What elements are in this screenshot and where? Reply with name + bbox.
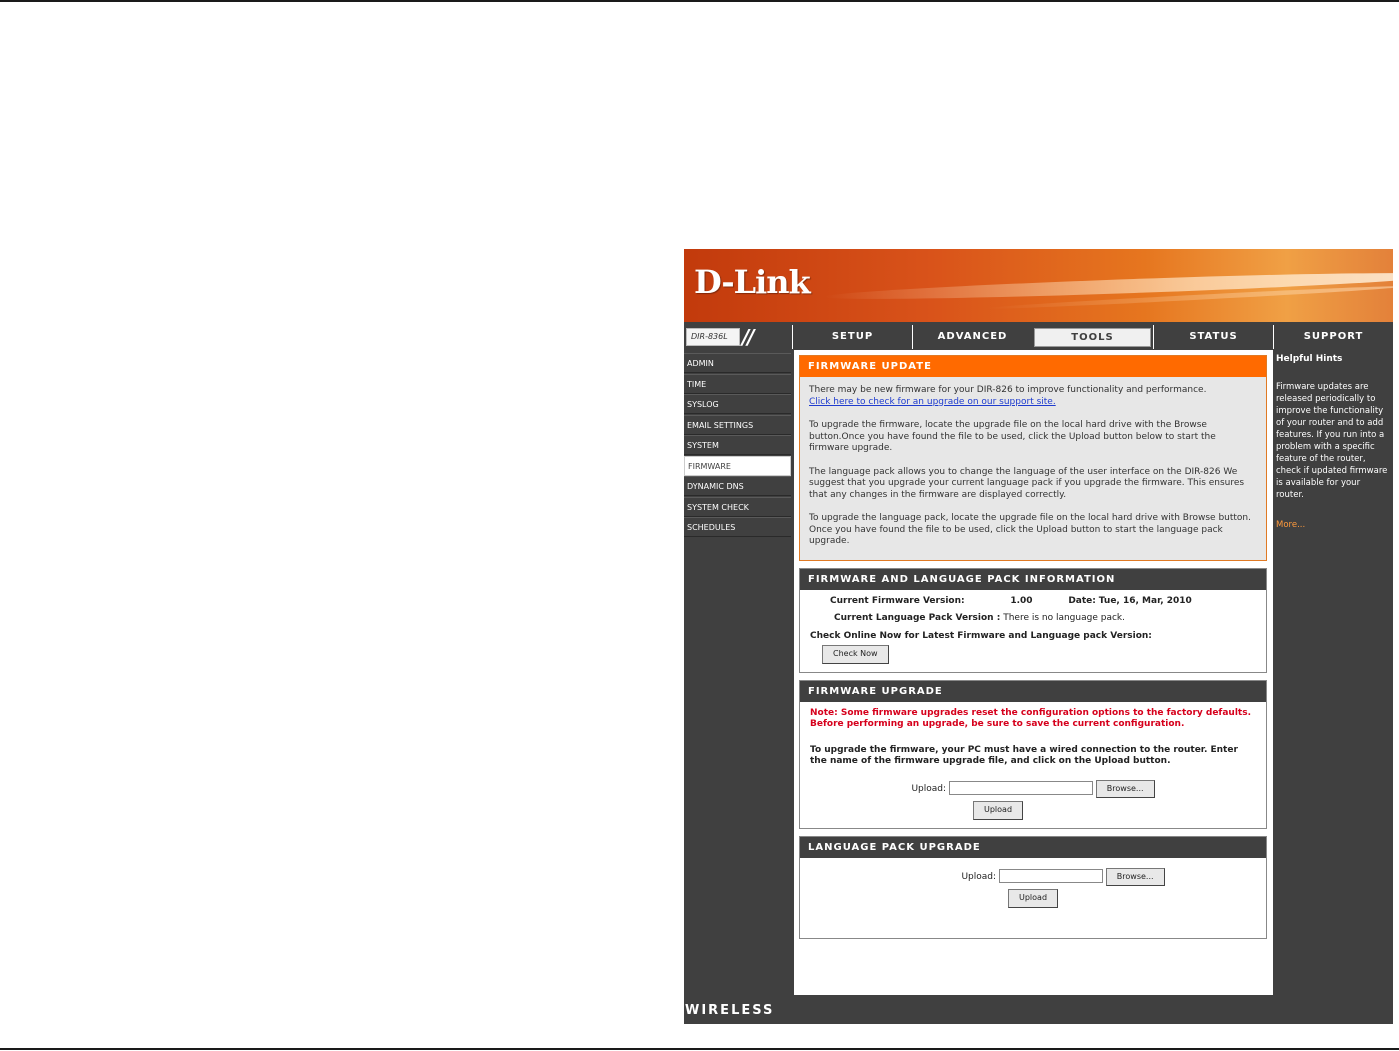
firmware-version-label: Current Firmware Version:	[830, 595, 965, 606]
language-pack-info-text: The language pack allows you to change the language of the user interface on the DIR-826 We suggest that you upgrade your current language pack if you upgrade the firmware. This ensures that any changes in the firmware are displayed correctly.	[809, 466, 1245, 500]
helpful-hints-text: Firmware updates are released periodically to improve the functionality of your router and to add features. If you run into a problem with a specific feature of the router, check if updated firmware is available for your router.	[1276, 382, 1388, 500]
wireless-footer-logo: WIRELESS	[685, 1003, 775, 1018]
main-content	[794, 350, 1273, 995]
firmware-info-title: FIRMWARE AND LANGUAGE PACK INFORMATION	[800, 569, 1266, 590]
top-tab-bar	[684, 325, 1393, 349]
sidebar-item-dynamic-dns[interactable]: DYNAMIC DNS	[684, 476, 791, 496]
sidebar-item-system-check[interactable]: SYSTEM CHECK	[684, 497, 791, 517]
dlink-banner	[684, 249, 1393, 322]
language-pack-version-value: There is no language pack.	[1003, 613, 1125, 623]
firmware-upgrade-instructions: To upgrade the firmware, your PC must have a wired connection to the router. Enter the name of the firmware upgrade file, and click on the Upload button.	[810, 744, 1238, 766]
slash-divider-icon: //	[742, 325, 753, 349]
check-online-label: Check Online Now for Latest Firmware and Language pack Version:	[810, 630, 1152, 641]
firmware-info-panel	[799, 568, 1267, 673]
firmware-browse-button[interactable]: Browse...	[1096, 780, 1155, 799]
firmware-upgrade-title: FIRMWARE UPGRADE	[800, 681, 1266, 702]
helpful-hints-title: Helpful Hints	[1276, 354, 1343, 364]
sidebar-item-system[interactable]: SYSTEM	[684, 435, 791, 455]
language-pack-upgrade-panel	[799, 836, 1267, 939]
firmware-update-title: FIRMWARE UPDATE	[800, 356, 1266, 377]
tab-support[interactable]: SUPPORT	[1273, 325, 1393, 349]
model-number-badge: DIR-836L	[686, 328, 740, 346]
firmware-date-value: Tue, 16, Mar, 2010	[1098, 595, 1192, 606]
more-hints-link[interactable]: More...	[1276, 520, 1306, 530]
language-upload-label: Upload:	[961, 871, 997, 882]
language-browse-button[interactable]: Browse...	[1106, 868, 1165, 887]
router-ui-screenshot	[684, 249, 1393, 1024]
firmware-date-label: Date:	[1068, 595, 1096, 606]
top-rule	[0, 0, 1399, 2]
helpful-hints-sidebar	[1276, 353, 1389, 531]
firmware-instructions-text: To upgrade the firmware, locate the upgrade file on the local hard drive with the Browse button.Once you have found the file to be used, click the Upload button below to start the firmware upgrade.	[809, 420, 1216, 453]
firmware-version-value: 1.00	[1010, 595, 1033, 606]
language-pack-version-label: Current Language Pack Version :	[834, 613, 1001, 623]
language-file-input[interactable]	[999, 869, 1103, 883]
tab-advanced[interactable]: ADVANCED	[912, 325, 1032, 349]
firmware-upload-button[interactable]: Upload	[973, 801, 1023, 820]
sidebar-item-admin[interactable]: ADMIN	[684, 353, 791, 373]
sidebar-item-firmware[interactable]: FIRMWARE	[684, 456, 791, 476]
firmware-update-panel	[799, 355, 1267, 561]
sidebar-item-schedules[interactable]: SCHEDULES	[684, 517, 791, 537]
sidebar-item-syslog[interactable]: SYSLOG	[684, 394, 791, 414]
sidebar-item-time[interactable]: TIME	[684, 374, 791, 394]
firmware-file-input[interactable]	[949, 781, 1093, 795]
dlink-logo: D-Link	[694, 263, 810, 301]
bottom-rule	[0, 1048, 1399, 1050]
support-site-link[interactable]: Click here to check for an upgrade on our support site.	[809, 396, 1056, 407]
firmware-upload-label: Upload:	[911, 783, 947, 794]
firmware-upgrade-panel	[799, 680, 1267, 829]
language-pack-upgrade-title: LANGUAGE PACK UPGRADE	[800, 837, 1266, 858]
banner-swoosh	[824, 268, 1393, 304]
tab-status[interactable]: STATUS	[1153, 325, 1273, 349]
language-pack-instructions-text: To upgrade the language pack, locate the upgrade file on the local hard drive with Browse button. Once you have found the file to be used, click the Upload button to start the language pack upgrade.	[809, 513, 1251, 546]
check-now-button[interactable]: Check Now	[822, 645, 889, 664]
language-upload-button[interactable]: Upload	[1008, 889, 1058, 908]
sidebar-item-email-settings[interactable]: EMAIL SETTINGS	[684, 415, 791, 435]
tab-tools[interactable]: TOOLS	[1034, 328, 1151, 347]
intro-text: There may be new firmware for your DIR-826 to improve functionality and performance.	[809, 385, 1207, 395]
tab-setup[interactable]: SETUP	[792, 325, 912, 349]
factory-reset-warning: Note: Some firmware upgrades reset the configuration options to the factory defaults. Before performing an upgrade, be sure to save the current configuration.	[810, 707, 1251, 729]
firmware-update-intro	[809, 385, 1257, 408]
sidebar-nav	[684, 353, 791, 538]
